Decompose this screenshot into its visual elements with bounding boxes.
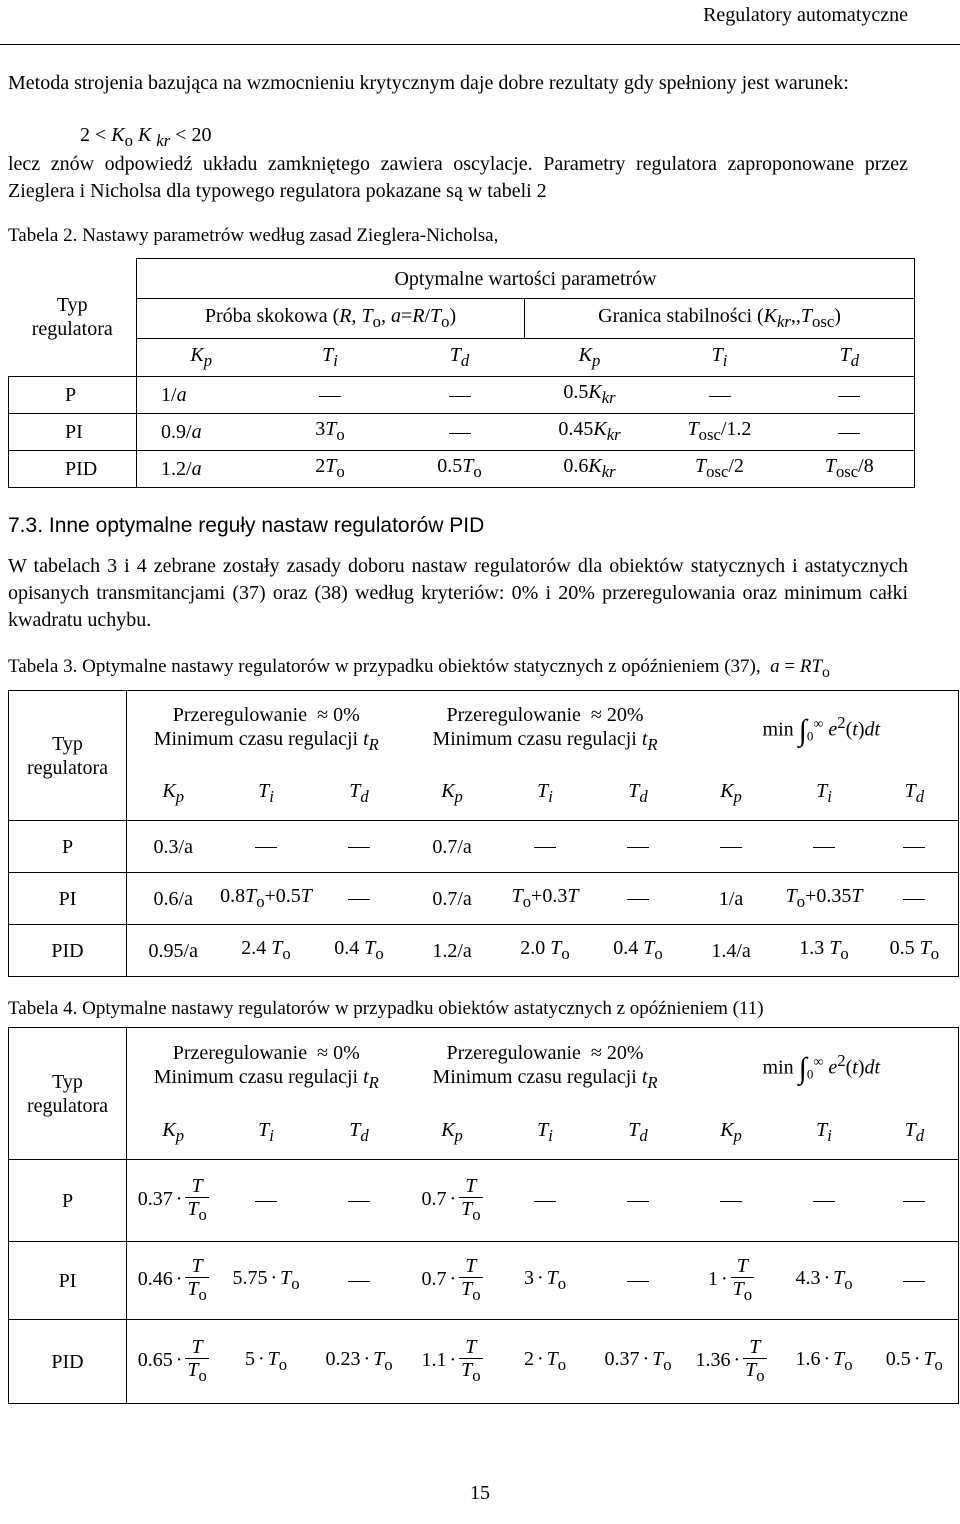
- t3-dash: [313, 873, 406, 925]
- t3-cell: 0.6/a: [127, 873, 220, 925]
- t4-cell: 1.36 · $\frac{T}{T_o}$: [685, 1320, 778, 1404]
- t3-dash: [499, 821, 592, 873]
- t2-cell: $0.6K_{kr}$: [525, 451, 655, 488]
- t3-row-pi: PI: [9, 873, 127, 925]
- t4-row-pi: PI: [9, 1242, 127, 1320]
- t3-cell: 1/a: [685, 873, 778, 925]
- t3-cell: 0.7/a: [406, 873, 499, 925]
- t3-cell: 1.3 $T_o$: [778, 925, 871, 977]
- t4-cell: 1 · $\frac{T}{T_o}$: [685, 1242, 778, 1320]
- t4-kp-header: $K_p$: [127, 1108, 220, 1160]
- t3-td-header: $T_d$: [871, 769, 959, 821]
- t3-dash: [592, 821, 685, 873]
- t4-kp-header: $K_p$: [720, 1119, 742, 1146]
- t3-type-header: Typ regulatora: [9, 691, 127, 821]
- table2-group-header: Optymalne wartości parametrów: [137, 259, 915, 299]
- table4-caption: Tabela 4. Optymalne nastawy regulatorów w przypadku obiektów astatycznych z opóźnieniem (11): [8, 998, 764, 1019]
- t3-group-ise: $\min \int_0^\infty$ $e^2(t)dt$: [685, 691, 959, 769]
- t4-kp-header: $K_p$: [441, 1119, 463, 1146]
- page-number: 15: [470, 1482, 490, 1504]
- t3-cell: 0.3/a: [127, 821, 220, 873]
- t3-kp-header: $K_p$: [441, 780, 463, 807]
- t3-dash: [313, 821, 406, 873]
- t3-cell: 0.4 $T_o$: [313, 925, 406, 977]
- condition-formula: $2 < K_o$ K $_{kr}$ < 20: [80, 124, 212, 150]
- table3: [8, 690, 959, 977]
- t3-td-header: $T_d$: [349, 780, 369, 807]
- t4-cell: $2 \cdot T_o$: [499, 1320, 592, 1404]
- t3-row-pid: PID: [9, 925, 127, 977]
- t4-cell: $5.75 \cdot T_o$: [220, 1242, 313, 1320]
- t3-cell: 0.7/a: [406, 821, 499, 873]
- t2-cell: $0.5K_{kr}$: [525, 377, 655, 414]
- t3-cell: $0.8T_o+0.5T$: [220, 873, 313, 925]
- t3-dash: [871, 873, 959, 925]
- t3-dash: [778, 821, 871, 873]
- t4-cell: $3 \cdot T_o$: [499, 1242, 592, 1320]
- t4-row-p: P: [9, 1160, 127, 1242]
- t3-dash: [592, 873, 685, 925]
- t4-cell: $5 \cdot T_o$: [220, 1320, 313, 1404]
- t2-dash: [785, 377, 915, 414]
- t2-cell: 0.9/a: [137, 414, 266, 451]
- t3-dash: [871, 821, 959, 873]
- intro-paragraph-1: Metoda strojenia bazująca na wzmocnieniu krytycznym daje dobre rezultaty gdy spełniony jest warunek:: [8, 72, 849, 94]
- t3-cell: $T_o+0.3T$: [499, 873, 592, 925]
- section-paragraph: W tabelach 3 i 4 zebrane zostały zasady doboru nastaw regulatorów dla obiektów statycznych i astatycznych opisanych transmitancjami (37) oraz (38) według kryteriów: 0% i 20% przeregulowania oraz minimum całki kwadratu uchybu.: [8, 555, 908, 631]
- t4-dash: [499, 1160, 592, 1242]
- t2-row-pid: PID: [9, 451, 137, 488]
- t4-dash: [871, 1242, 959, 1320]
- t3-dash: [685, 821, 778, 873]
- t3-cell: 0.5 $T_o$: [871, 925, 959, 977]
- t4-cell: 0.7 · $\frac{T}{T_o}$: [406, 1160, 499, 1242]
- table2-type-header: Typ regulatora: [31, 294, 113, 341]
- t4-ti-header: $T_i$: [816, 1119, 832, 1146]
- t2-dash: [395, 414, 525, 451]
- table2-step-test-header: Próba skokowa (R, $T_o$, $a=R/T_o$): [137, 299, 525, 339]
- intro-paragraph-2: lecz znów odpowiedź układu zamkniętego zawiera oscylacje. Parametry regulatora zaproponowane przez Zieglera i Nicholsa dla typowego regulatora pokazane są w tabeli 2: [8, 153, 908, 202]
- t4-cell: $0.37 \cdot T_o$: [592, 1320, 685, 1404]
- t3-kp-header: $K_p$: [127, 769, 220, 821]
- t3-ti-header: $T_i$: [816, 780, 832, 807]
- t4-dash: [313, 1160, 406, 1242]
- t2-dash: [266, 377, 395, 414]
- t4-dash: [871, 1160, 959, 1242]
- t4-ti-header: $T_i$: [258, 1119, 274, 1146]
- t2-cell: $2T_o$: [266, 451, 395, 488]
- t3-row-p: P: [9, 821, 127, 873]
- t2-cell: $T_{osc}/1.2$: [655, 414, 785, 451]
- t2-cell: $T_{osc}/8$: [785, 451, 915, 488]
- t4-cell: 0.37 · $\frac{T}{T_o}$: [127, 1160, 220, 1242]
- t3-cell: $T_o+0.35T$: [778, 873, 871, 925]
- t4-cell: $1.6 \cdot T_o$: [778, 1320, 871, 1404]
- t2-cell: $T_{osc}/2$: [655, 451, 785, 488]
- t2-cell: $3T_o$: [266, 414, 395, 451]
- t4-cell: 0.7 · $\frac{T}{T_o}$: [406, 1242, 499, 1320]
- t2-dash: [785, 414, 915, 451]
- t2-cell: 1.2/a: [137, 451, 266, 488]
- t3-kp-header: $K_p$: [720, 780, 742, 807]
- t4-td-header: $T_d$: [871, 1108, 959, 1160]
- t3-ti-header: $T_i$: [537, 780, 553, 807]
- table2: [8, 258, 915, 488]
- t4-cell: 0.65 · $\frac{T}{T_o}$: [127, 1320, 220, 1404]
- t4-row-pid: PID: [9, 1320, 127, 1404]
- t4-cell: $4.3 \cdot T_o$: [778, 1242, 871, 1320]
- t2-cell: $0.45K_{kr}$: [525, 414, 655, 451]
- t2-row-p: P: [9, 377, 137, 414]
- t4-dash: [592, 1160, 685, 1242]
- header-rule: [0, 44, 960, 45]
- t3-cell: 2.4 $T_o$: [220, 925, 313, 977]
- table2-caption: Tabela 2. Nastawy parametrów według zasad Zieglera-Nicholsa,: [8, 225, 499, 246]
- t4-dash: [220, 1160, 313, 1242]
- t3-cell: 1.4/a: [685, 925, 778, 977]
- t4-cell: 0.46 · $\frac{T}{T_o}$: [127, 1242, 220, 1320]
- t3-group-0pct: Przeregulowanie ≈ 0% Minimum czasu regulacji $t_R$: [127, 691, 406, 769]
- t4-dash: [592, 1242, 685, 1320]
- t2-dash: [395, 377, 525, 414]
- t4-dash: [313, 1242, 406, 1320]
- t4-cell: $0.5 \cdot T_o$: [871, 1320, 959, 1404]
- t3-cell: 0.4 $T_o$: [592, 925, 685, 977]
- t3-cell: 0.95/a: [127, 925, 220, 977]
- t4-td-header: $T_d$: [349, 1119, 369, 1146]
- t4-cell: 1.1 · $\frac{T}{T_o}$: [406, 1320, 499, 1404]
- t4-group-ise: $\min \int_0^\infty$ $e^2(t)dt$: [685, 1028, 959, 1108]
- t2-cell: $0.5T_o$: [395, 451, 525, 488]
- t3-ti-header: $T_i$: [258, 780, 274, 807]
- section-heading: 7.3. Inne optymalne reguły nastaw regulatorów PID: [8, 514, 485, 537]
- t2-td2-header: $T_d$: [785, 339, 915, 377]
- table4: [8, 1027, 959, 1404]
- t2-cell: 1/a: [137, 377, 266, 414]
- t3-cell: 2.0 $T_o$: [499, 925, 592, 977]
- t4-cell: $0.23 \cdot T_o$: [313, 1320, 406, 1404]
- table3-caption: Tabela 3. Optymalne nastawy regulatorów w przypadku obiektów statycznych z opóźnieniem (37), $a = RT_o$: [8, 656, 830, 681]
- t3-group-20pct: Przeregulowanie ≈ 20% Minimum czasu regulacji $t_R$: [406, 691, 685, 769]
- t2-kp-header: $K_p$: [137, 339, 266, 377]
- t4-group-0pct: Przeregulowanie ≈ 0% Minimum czasu regulacji $t_R$: [127, 1028, 406, 1108]
- t2-kp2-header: $K_p$: [525, 339, 655, 377]
- t2-td-header: $T_d$: [395, 339, 525, 377]
- t4-td-header: $T_d$: [628, 1119, 648, 1146]
- t3-td-header: $T_d$: [628, 780, 648, 807]
- t4-dash: [685, 1160, 778, 1242]
- table2-stability-header: Granica stabilności $(K_{kr},,T_{osc})$: [525, 299, 915, 339]
- t2-dash: [655, 377, 785, 414]
- t4-group-20pct: Przeregulowanie ≈ 20% Minimum czasu regulacji $t_R$: [406, 1028, 685, 1108]
- running-header: Regulatory automatyczne: [703, 4, 908, 26]
- t3-dash: [220, 821, 313, 873]
- t4-dash: [778, 1160, 871, 1242]
- t4-type-header: Typ regulatora: [9, 1028, 127, 1160]
- t2-ti2-header: $T_i$: [655, 339, 785, 377]
- t4-ti-header: $T_i$: [537, 1119, 553, 1146]
- t2-row-pi: PI: [9, 414, 137, 451]
- t2-ti-header: $T_i$: [266, 339, 395, 377]
- t3-cell: 1.2/a: [406, 925, 499, 977]
